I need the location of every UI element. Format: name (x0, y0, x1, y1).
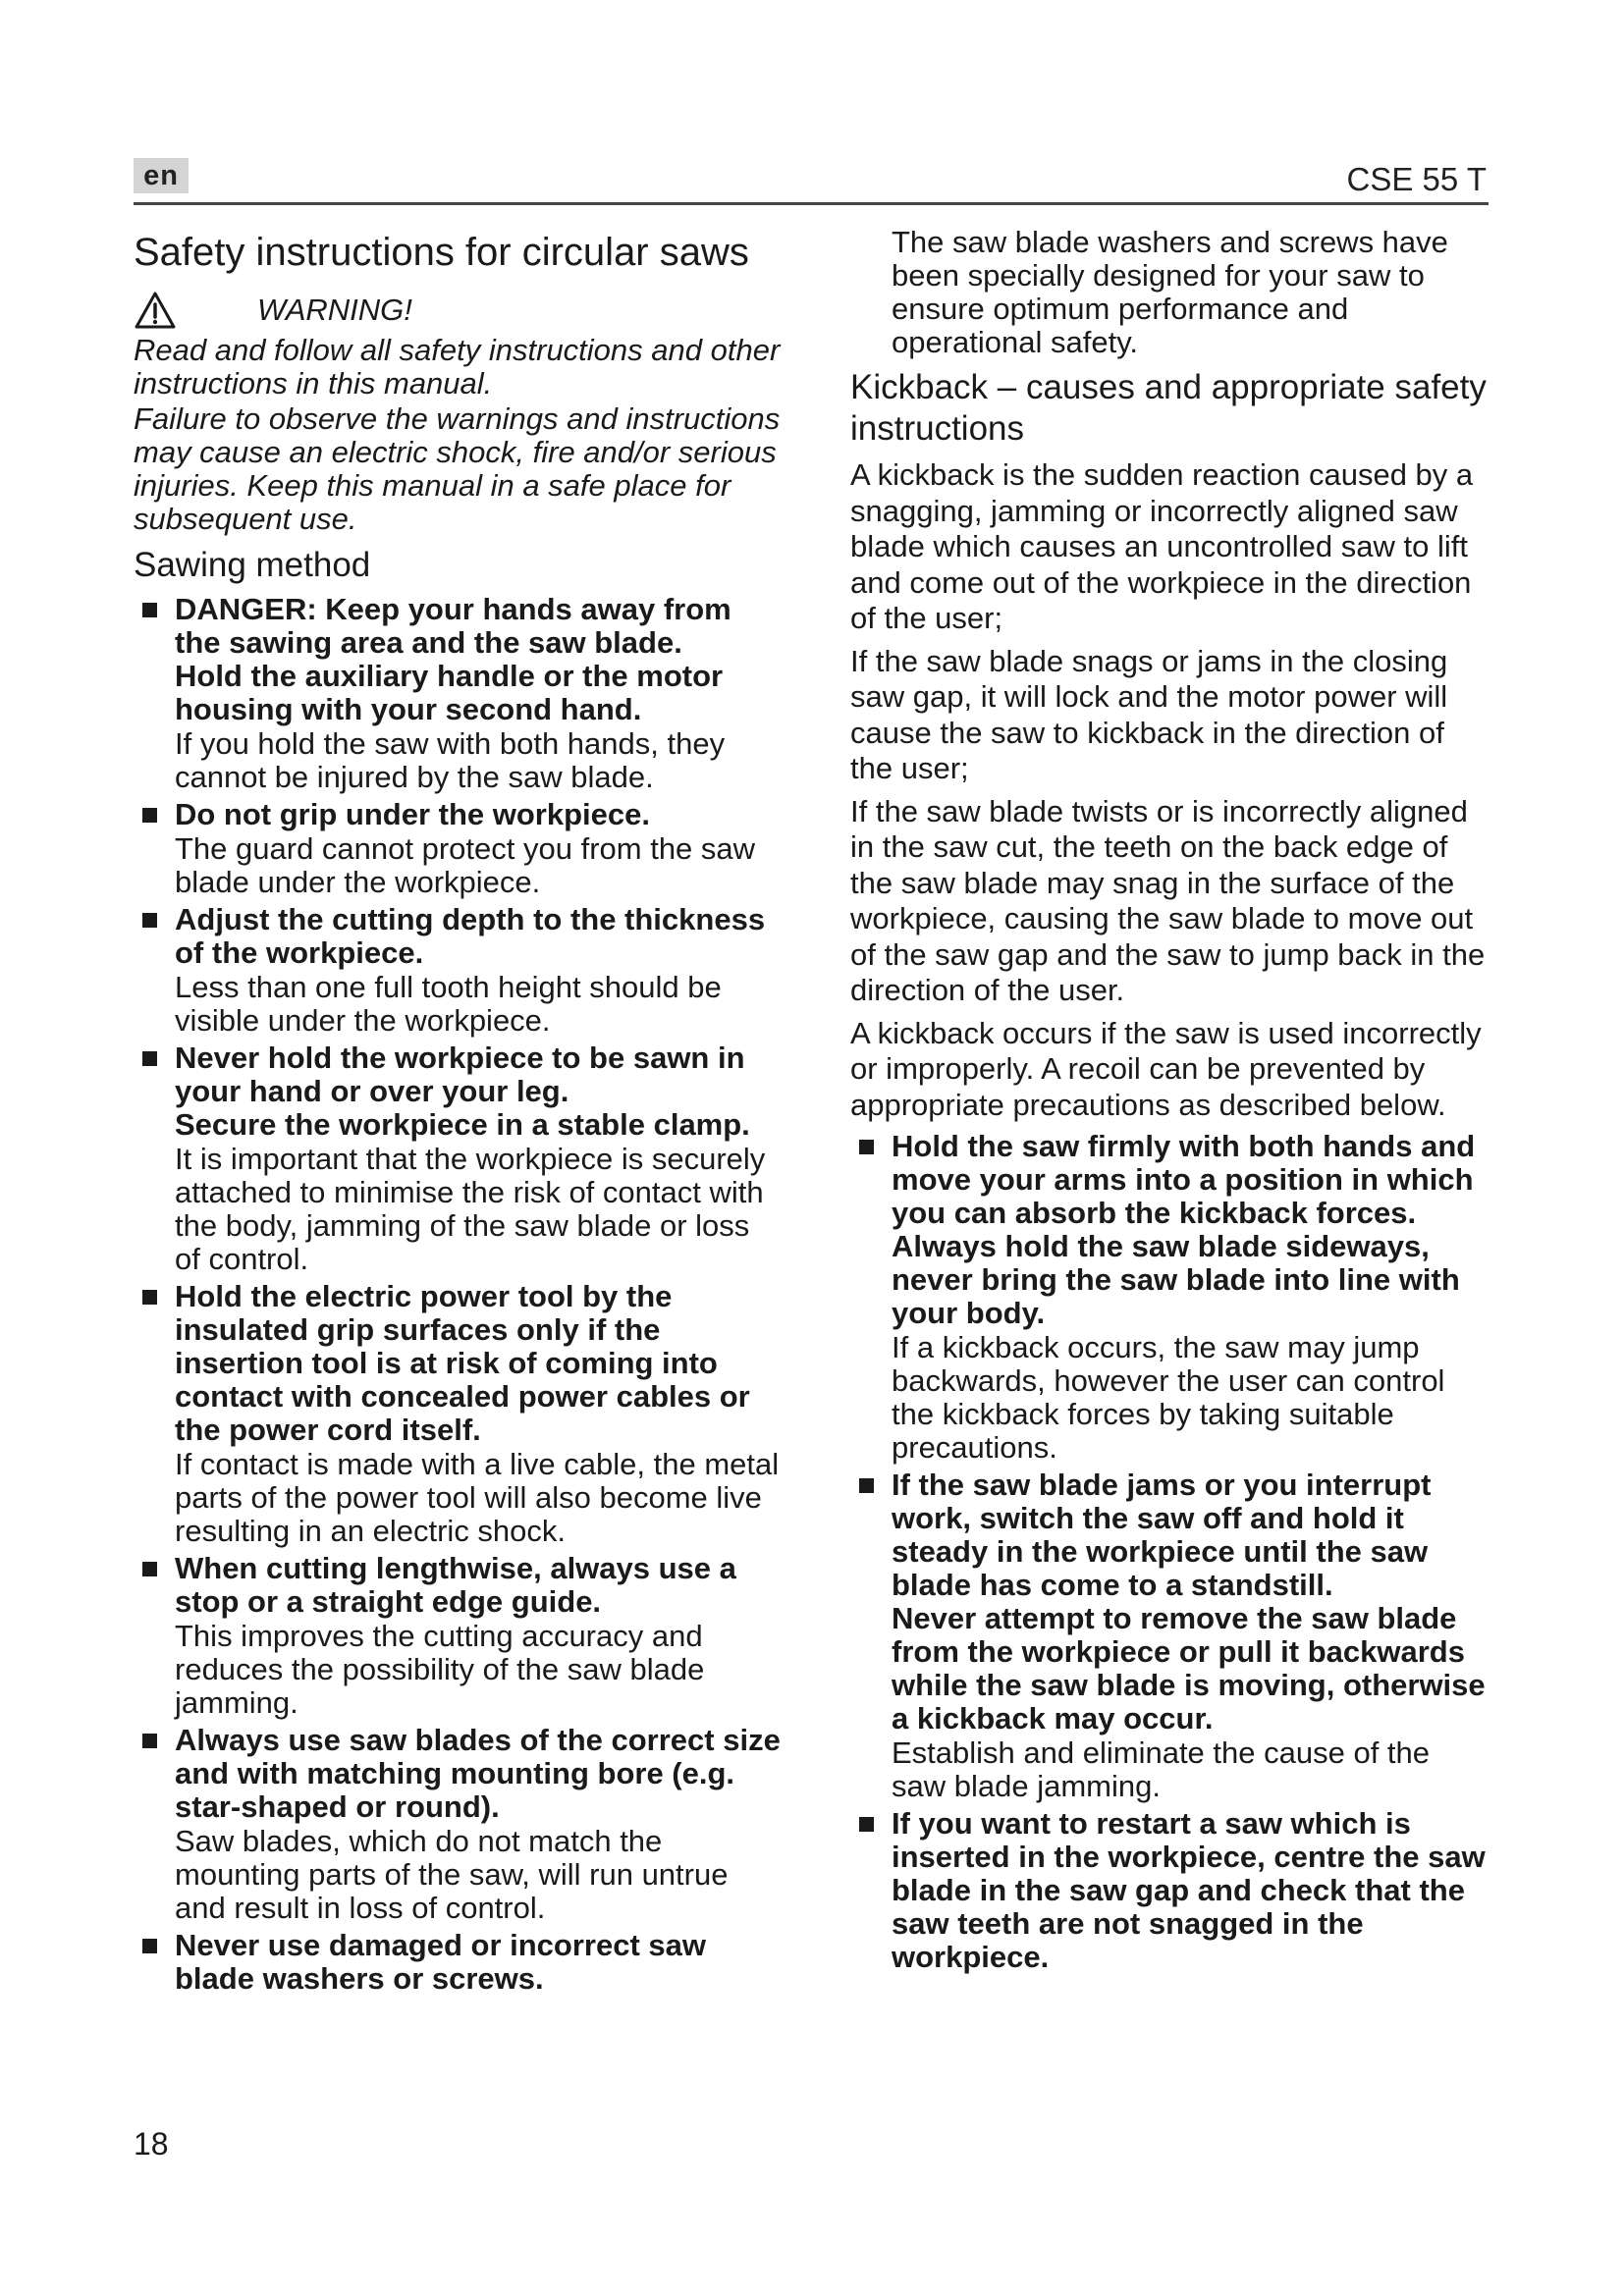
paragraph: If the saw blade snags or jams in the closing saw gap, it will lock and the motor power will cause the saw to kickback in the direction of the user; (850, 643, 1448, 785)
right-column (850, 226, 1489, 1974)
list-item (134, 1552, 782, 1720)
list-item (134, 1041, 782, 1276)
bullet-square-icon (142, 1290, 157, 1305)
item-text: If you hold the saw with both hands, they cannot be injured by the saw blade. (175, 726, 726, 794)
item-text: Establish and eliminate the cause of the saw blade jamming. (892, 1735, 1431, 1803)
item-bold-text: Do not grip under the workpiece. (175, 797, 650, 831)
item-text: It is important that the workpiece is securely attached to minimise the risk of contact with the body, jamming of the saw blade or loss of control. (175, 1142, 766, 1276)
bullet-square-icon (142, 603, 157, 617)
item-bold-text: Never use damaged or incorrect saw blade washers or screws. (175, 1928, 707, 1996)
paragraph: If the saw blade twists or is incorrectly aligned in the saw cut, the teeth on the back edge of the saw blade may snag in the surface of the workpiece, causing the saw blade to move out of the saw gap and the saw to jump back in the direction of the user. (850, 793, 1486, 1007)
paragraph: A kickback occurs if the saw is used incorrectly or improperly. A recoil can be prevented by appropriate precautions as described below. (850, 1015, 1482, 1122)
item-text: This improves the cutting accuracy and reduces the possibility of the saw blade jamming. (175, 1619, 705, 1720)
item-bold-text: Always use saw blades of the correct size and with matching mounting bore (e.g. star-shaped or round). (175, 1723, 781, 1824)
paragraph: A kickback is the sudden reaction caused by a snagging, jamming or incorrectly aligned saw blade which causes an uncontrolled saw to lift and come out of the workpiece in the direction of the user; (850, 457, 1474, 635)
item-bold-text: Never attempt to remove the saw blade from the workpiece or pull it backwards while the saw blade is moving, otherwise a kickback may occur. (892, 1601, 1486, 1735)
bullet-square-icon (142, 1051, 157, 1066)
bullet-square-icon (142, 1939, 157, 1953)
section-title: Kickback – causes and appropriate safety instructions (850, 368, 1487, 448)
warning-text: Read and follow all safety instructions and other instructions in this manual. (134, 333, 781, 400)
list-item (850, 1807, 1489, 1974)
item-bold-text: Adjust the cutting depth to the thickness of the workpiece. (175, 902, 766, 970)
list-item (134, 1724, 782, 1925)
warning-text: Failure to observe the warnings and instructions may cause an electric shock, fire and/or serious injuries. Keep this manual in a safe place for subsequent use. (134, 401, 781, 536)
left-column (134, 226, 782, 1996)
list-item (850, 1130, 1489, 1465)
bullet-square-icon (859, 1140, 874, 1154)
section-title: Sawing method (134, 546, 371, 584)
item-bold-text: Hold the saw firmly with both hands and move your arms into a position in which you can absorb the kickback forces. Always hold the saw blade sideways, never bring the saw blade into line with your body. (892, 1129, 1476, 1330)
item-bold-text: Hold the auxiliary handle or the motor housing with your second hand. (175, 659, 724, 726)
list-item (850, 1468, 1489, 1803)
item-text: If a kickback occurs, the saw may jump backwards, however the user can control the kickback forces by taking suitable precautions. (892, 1330, 1445, 1465)
bullet-square-icon (142, 913, 157, 928)
bullet-square-icon (859, 1817, 874, 1832)
item-bold-text: DANGER: Keep your hands away from the sawing area and the saw blade. (175, 592, 731, 660)
continuation-text: The saw blade washers and screws have been specially designed for your saw to ensure optimum performance and operational safety. (892, 225, 1448, 359)
item-text: Saw blades, which do not match the mounting parts of the saw, will run untrue and result in loss of control. (175, 1824, 729, 1925)
item-text: The guard cannot protect you from the saw blade under the workpiece. (175, 831, 756, 899)
list-item (134, 1929, 782, 1996)
model-name: CSE 55 T (1346, 161, 1487, 197)
language-badge: en (134, 158, 189, 193)
page-title: Safety instructions for circular saws (134, 231, 749, 274)
item-bold-text: If you want to restart a saw which is inserted in the workpiece, centre the saw blade in the saw gap and check that the saw teeth are not snagged in the workpiece. (892, 1806, 1486, 1974)
header-divider (134, 202, 1489, 205)
list-item (134, 593, 782, 794)
warning-label: WARNING! (257, 293, 412, 327)
warning-triangle-icon (134, 291, 177, 330)
warning-row (134, 287, 782, 334)
item-bold-text: Never hold the workpiece to be sawn in your hand or over your leg. (175, 1041, 745, 1108)
item-bold-text: When cutting lengthwise, always use a stop or a straight edge guide. (175, 1551, 736, 1619)
item-bold-text: Hold the electric power tool by the insulated grip surfaces only if the insertion tool is at risk of coming into contact with concealed power cables or the power cord itself. (175, 1279, 750, 1447)
bullet-square-icon (142, 808, 157, 823)
item-bold-text: If the saw blade jams or you interrupt work, switch the saw off and hold it steady in the workpiece until the saw blade has come to a standstill. (892, 1468, 1432, 1602)
bullet-square-icon (859, 1478, 874, 1493)
page-number: 18 (134, 2126, 169, 2162)
item-text: If contact is made with a live cable, the metal parts of the power tool will also become live resulting in an electric shock. (175, 1447, 780, 1548)
bullet-square-icon (142, 1734, 157, 1748)
list-item (134, 1280, 782, 1548)
item-bold-text: Secure the workpiece in a stable clamp. (175, 1107, 750, 1142)
bullet-square-icon (142, 1562, 157, 1576)
list-item (134, 798, 782, 899)
list-item (134, 903, 782, 1038)
item-text: Less than one full tooth height should be visible under the workpiece. (175, 970, 722, 1038)
